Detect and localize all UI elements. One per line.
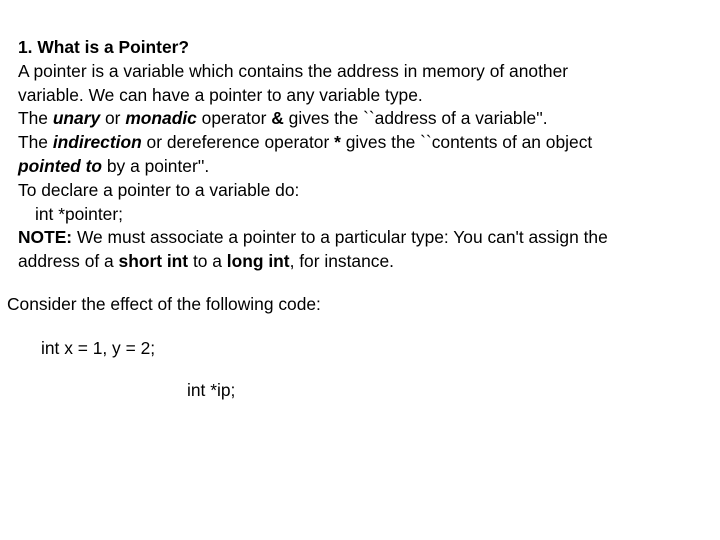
- consider-text: Consider the effect of the following code:: [7, 294, 321, 314]
- text: We must associate a pointer to a particular type: You can't assign the: [72, 227, 608, 248]
- definition-line-1: A pointer is a variable which contains the address in memory of another: [18, 60, 569, 81]
- section-heading: 1. What is a Pointer?: [18, 37, 190, 57]
- text: The: [18, 132, 53, 153]
- pointer-definition-block: [18, 36, 714, 274]
- definition-line-2: variable. We can have a pointer to any variable type.: [18, 84, 423, 105]
- text: operator: [196, 108, 272, 129]
- text: The: [18, 108, 53, 129]
- note-label: NOTE:: [18, 227, 73, 248]
- text: by a pointer''.: [102, 155, 210, 176]
- unary-term: unary: [52, 108, 101, 129]
- indirection-continuation-line: [18, 155, 714, 179]
- pointed-to-term: pointed to: [18, 155, 103, 176]
- unary-operator-line: [18, 107, 714, 131]
- note-line-2: [18, 250, 714, 274]
- long-int-term: long int: [226, 251, 290, 272]
- text: address of a: [18, 251, 119, 272]
- text: or dereference operator: [141, 132, 335, 153]
- short-int-term: short int: [118, 251, 189, 272]
- indirection-term: indirection: [52, 132, 142, 153]
- code-line-2: int *ip;: [187, 380, 236, 400]
- text: , for instance.: [289, 251, 394, 272]
- code-line-1: int x = 1, y = 2;: [41, 338, 156, 358]
- declare-code: int *pointer;: [35, 203, 123, 224]
- text: or: [100, 108, 126, 129]
- text: gives the ``address of a variable''.: [283, 108, 548, 129]
- text: gives the ``contents of an object: [340, 132, 593, 153]
- text: to a: [188, 251, 227, 272]
- monadic-term: monadic: [125, 108, 197, 129]
- indirection-operator-line: [18, 131, 714, 155]
- star-operator: *: [334, 132, 341, 153]
- ampersand-operator: &: [271, 108, 284, 129]
- note-line-1: [18, 226, 714, 250]
- declare-instruction: To declare a pointer to a variable do:: [18, 179, 300, 200]
